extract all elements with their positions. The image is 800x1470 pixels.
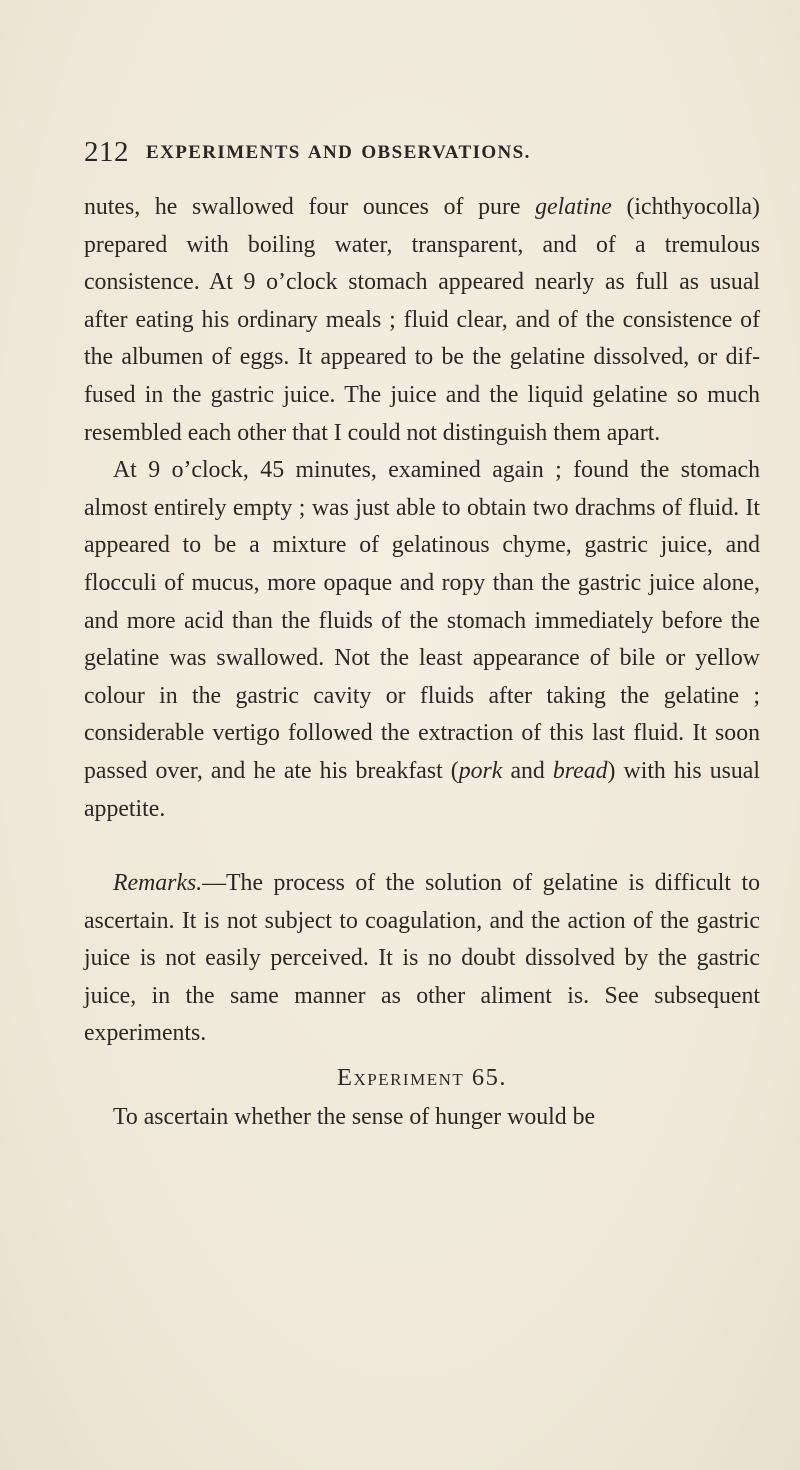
body-text: [84, 189, 760, 1136]
paragraph-2-mid: and: [502, 757, 553, 784]
paragraph-4: To ascertain whether the sense of hunger would be: [113, 1103, 596, 1130]
paragraph-1-part-b: (ichthyocolla) prepared with boiling water, transparent, and of a tremulous consistence. At 9 o’clock stomach appeared nearly as full as usual after eating his ordinary meals ; fluid clear, and of the consistence of the albumen of eggs. It appeared to be the gelatine dissolved, or diffused in the gastric juice. The juice and the liquid gelatine so much resembled each other that I could not distinguish them apart.: [84, 194, 760, 446]
bread-italic: bread: [552, 757, 608, 784]
paragraph-1-part-a: nutes, he swallowed four ounces of pure: [84, 194, 536, 220]
running-head: EXPERIMENTS AND OBSERVATIONS.: [146, 142, 531, 163]
remarks-text: —The process of the solution of gelatine is difficult to ascertain. It is not subject to coagulation, and the action of the gastric juice is not easily perceived. It is no doubt dissolved by the gastric juice, in the same manner as other aliment is. See subsequent experiments.: [84, 870, 760, 1047]
page-header: [84, 136, 744, 176]
page-number: 212: [84, 136, 129, 168]
experiment-heading: Experiment 65.: [337, 1064, 507, 1092]
paragraph-2-part-a: At 9 o’clock, 45 minutes, examined again ; found the stomach almost entirely empty ; was just able to obtain two drachms of fluid. It appeared to be a mixture of gelatinous chyme, gastric juice, and flocculi of mucus, more opaque and ropy than the gastric juice alone, and more acid than the fluids of the stomach immediately before the gelatine was swallowed. Not the least appearance of bile or yellow colour in the gastric cavity or fluids after taking the gelatine ; considerable vertigo followed the extraction of this last fluid. It soon passed over, and he ate his breakfast (: [84, 457, 760, 784]
paragraph-2: [84, 452, 760, 828]
pork-italic: pork: [458, 757, 503, 784]
paragraph-2-part-b: ) with his usual appetite.: [84, 757, 760, 822]
gelatine-italic: gelatine: [535, 194, 612, 220]
paragraph-gap: [84, 828, 760, 865]
paragraph-remarks: [84, 865, 760, 1053]
remarks-label: Remarks.: [113, 870, 203, 897]
paragraph-1: [84, 189, 760, 452]
